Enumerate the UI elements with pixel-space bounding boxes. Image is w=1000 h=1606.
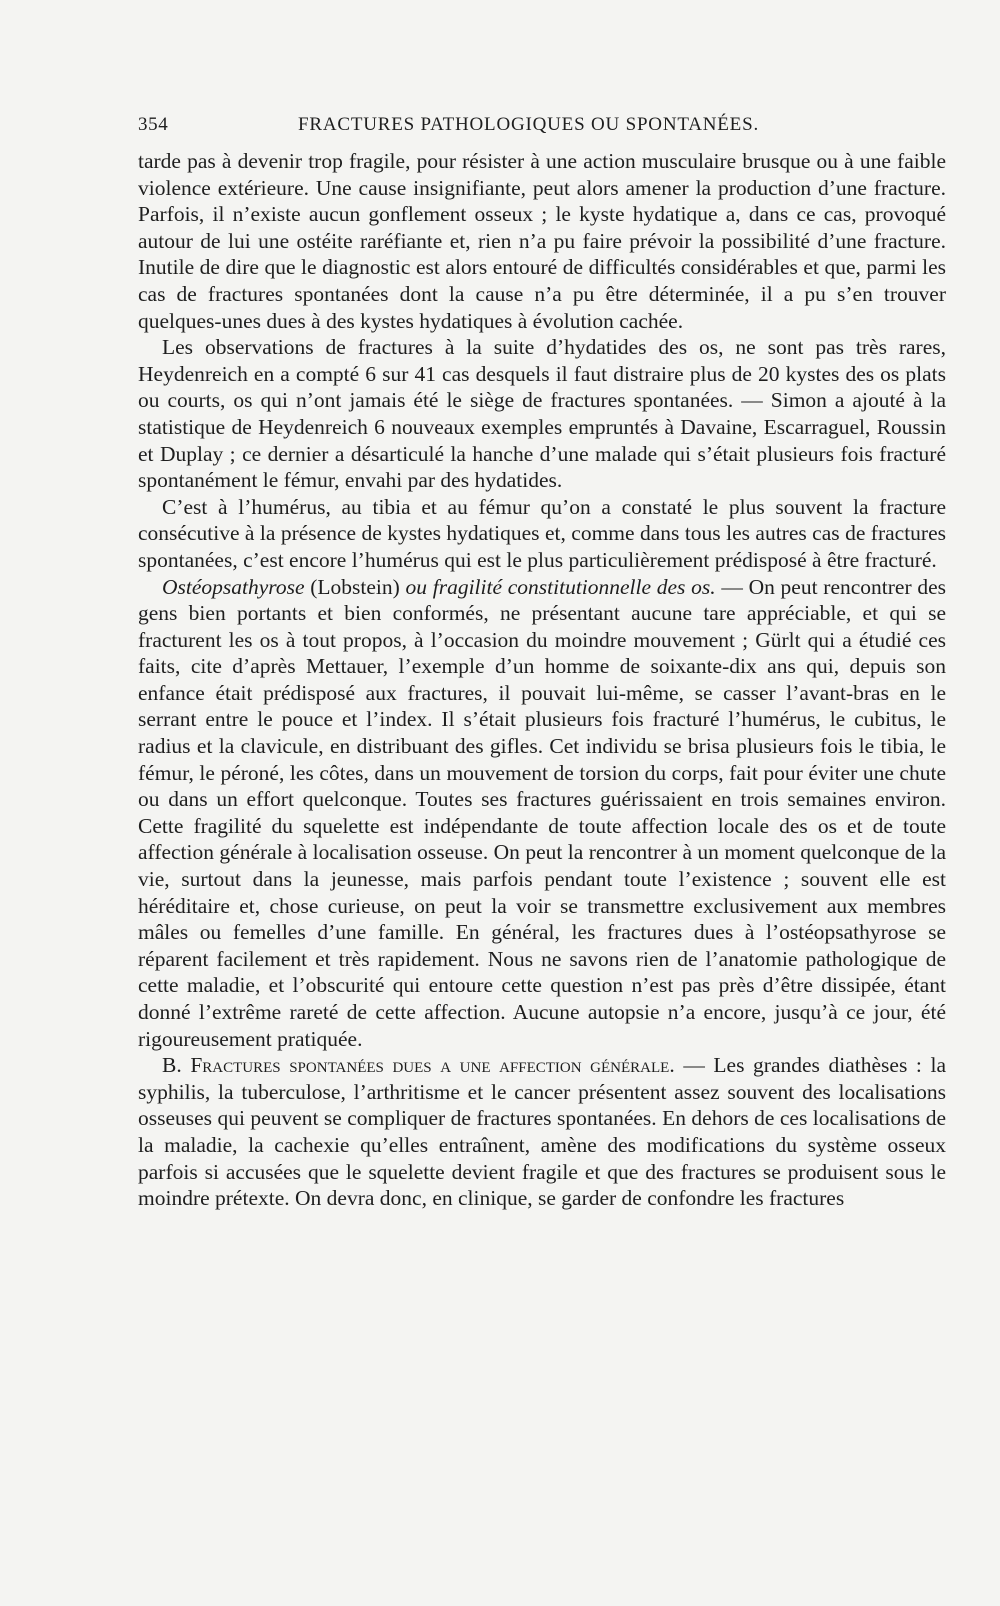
lobstein-reference: (Lobstein) [304,574,406,599]
fragility-subtitle: ou fragilité constitutionnelle des os. [405,574,716,599]
osteopsathyrose-title: Ostéopsathyrose [162,574,305,599]
section-b-text: — Les grandes diathèses : la syphilis, la tuberculose, l’arthritisme et le cancer présentent assez souvent des localisations osseuses qui peuvent se compliquer de fractures spontanées. En dehors de ces localisations de la maladie, la cachexie qu’elles entraînent, amène des modifications du système osseux parfois si accusées que le squelette devient fragile et que des fractures se produisent sous le moindre prétexte. On devra donc, en clinique, se garder de confondre les fractures [138,1053,947,1211]
paragraph-general-affection [138,1052,946,1212]
section-b-heading: B. Fractures spontanées dues a une affection générale. [162,1053,675,1078]
body-text [138,148,946,1212]
page-header [138,114,928,142]
paragraph-observations: Les observations de fractures à la suite d’hydatides des os, ne sont pas très rares, Heydenreich en a compté 6 sur 41 cas desquels il faut distraire plus de 20 kystes des os plats ou courts, os qui n’ont jamais été le siège de fractures spontanées. — Simon a ajouté à la statistique de Heydenreich 6 nouveaux exemples empruntés à Davaine, Escarraguel, Roussin et Duplay ; ce dernier a désarticulé la hanche d’une malade qui s’était plusieurs fois fracturé spontanément le fémur, envahi par des hydatides. [138,335,946,493]
page-number: 354 [138,114,169,135]
osteopsathyrose-text: — On peut rencontrer des gens bien portants et bien conformés, ne présentant aucune tare appréciable, et qui se fracturent les os à tout propos, à l’occasion du moindre mouvement ; Gürlt qui a étudié ces faits, cite d’après Mettauer, l’exemple d’un homme de soixante-dix ans qui, depuis son enfance était prédisposé aux fractures, il pouvait lui-même, se casser l’avant-bras en le serrant entre le pouce et l’index. Il s’était plusieurs fois fracturé l’humérus, le cubitus, le radius et la clavicule, en distribuant des gifles. Cet individu se brisa plusieurs fois le tibia, le fémur, le péroné, les côtes, dans un mouvement de torsion du corps, fait pour éviter une chute ou dans un effort quelconque. Toutes ses fractures guérissaient en trois semaines environ. Cette fragilité du squelette est indépendante de toute affection locale des os et de toute affection générale à localisation osseuse. On peut la rencontrer à un moment quelconque de la vie, surtout dans la jeunesse, mais parfois pendant toute l’existence ; souvent elle est héréditaire et, chose curieuse, on peut la voir se transmettre exclusivement aux membres mâles ou femelles d’une famille. En général, les fractures dues à l’ostéopsathyrose se réparent facilement et très rapidement. Nous ne savons rien de l’anatomie pathologique de cette maladie, et l’obscurité qui entoure cette question n’est pas près d’être dissipée, étant donné l’extrême rareté de cette affection. Aucune autopsie n’a encore, jusqu’à ce jour, été rigoureusement pratiquée. [138,574,946,1051]
paragraph-humerus: C’est à l’humérus, au tibia et au fémur qu’on a constaté le plus souvent la fracture consécutive à la présence de kystes hydatiques et, comme dans tous les autres cas de fractures spontanées, c’est encore l’humérus qui est le plus particulièrement prédisposé à être fracturé. [138,494,946,572]
paragraph-osteopsathyrosis [138,574,946,1053]
running-title: FRACTURES PATHOLOGIQUES OU SPONTANÉES. [298,114,760,135]
paragraph-hydatid-cysts: tarde pas à devenir trop fragile, pour résister à une action musculaire brusque ou à une faible violence extérieure. Une cause insignifiante, peut alors amener la production d’une fracture. Parfois, il n’existe aucun gonflement osseux ; le kyste hydatique a, dans ce cas, provoqué autour de lui une ostéite raréfiante et, rien n’a pu faire prévoir la possibilité d’une fracture. Inutile de dire que le diagnostic est alors entouré de difficultés considérables et que, parmi les cas de fractures spontanées dont la cause n’a pu être déterminée, il a pu s’en trouver quelques-unes dues à des kystes hydatiques à évolution cachée. [138,149,946,333]
